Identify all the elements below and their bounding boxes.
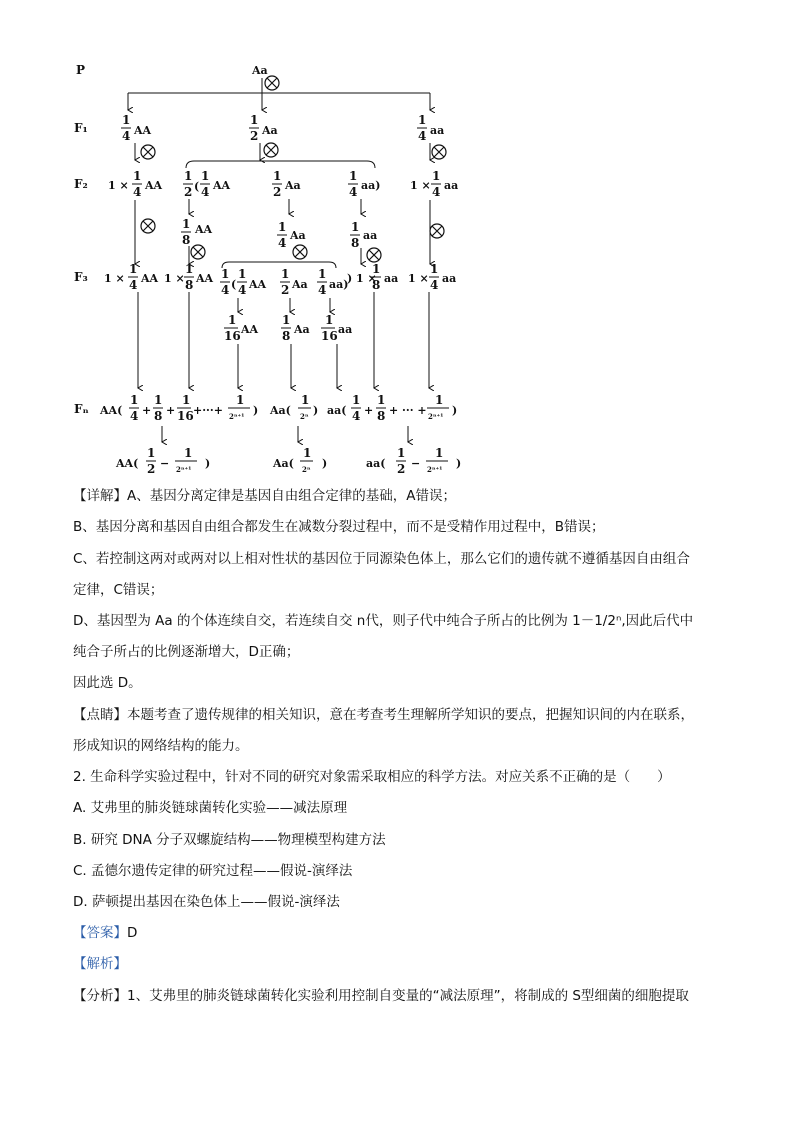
- svg-text:1: 1: [432, 169, 441, 183]
- f3-third-frac: [371, 262, 398, 292]
- svg-text:aa: aa: [430, 124, 445, 137]
- f3-right-frac: [429, 262, 456, 292]
- svg-text:Aa: Aa: [290, 229, 306, 242]
- f1-left-frac: [121, 113, 152, 143]
- svg-text:2ⁿ: 2ⁿ: [300, 412, 309, 421]
- svg-text:): ): [253, 404, 259, 417]
- fn-r-series: [351, 393, 457, 423]
- svg-text:Aa: Aa: [292, 278, 308, 291]
- svg-text:8: 8: [185, 278, 194, 292]
- svg-text:4: 4: [130, 409, 139, 423]
- svg-text:4: 4: [432, 185, 441, 199]
- svg-text:1: 1: [372, 262, 381, 276]
- svg-text:1: 1: [430, 262, 439, 276]
- svg-text:AA: AA: [213, 179, 231, 192]
- selfing-icon: [432, 145, 446, 159]
- svg-text:2ⁿ⁺¹: 2ⁿ⁺¹: [229, 412, 245, 421]
- gen-label-f3: F₃: [74, 270, 88, 284]
- svg-text:16: 16: [224, 329, 241, 343]
- svg-text:+···+: +···+: [193, 404, 223, 417]
- res-aa-formula: [146, 446, 210, 476]
- svg-text:aa: aa: [444, 179, 459, 192]
- option-b: B. 研究 DNA 分子双螺旋结构——物理模型构建方法: [73, 832, 386, 848]
- svg-text:Aa: Aa: [262, 124, 278, 137]
- svg-text:1: 1: [325, 313, 334, 327]
- svg-text:(: (: [194, 180, 200, 193]
- answer-line: [73, 921, 137, 941]
- svg-text:4: 4: [122, 129, 131, 143]
- svg-text:aa: aa: [363, 229, 378, 242]
- svg-text:aa): aa): [329, 278, 349, 291]
- svg-text:−: −: [160, 457, 170, 470]
- svg-text:AA: AA: [196, 272, 214, 285]
- svg-text:1: 1: [133, 169, 142, 183]
- svg-text:AA: AA: [134, 124, 152, 137]
- f3-t4: 1 ×: [408, 272, 429, 285]
- fn-aa-prefix: AA(: [100, 404, 123, 417]
- svg-text:4: 4: [238, 283, 247, 297]
- comment-para-b: 形成知识的网络结构的能力。: [73, 738, 249, 754]
- svg-text:1: 1: [129, 262, 138, 276]
- fn-aa-series: [129, 393, 258, 423]
- svg-text:4: 4: [129, 278, 138, 292]
- svg-text:4: 4: [349, 185, 358, 199]
- explain-para-1: 【详解】A、基因分离定律是基因自由组合定律的基础，A错误；: [73, 488, 456, 504]
- svg-text:1: 1: [351, 220, 360, 234]
- parent-genotype: Aa: [252, 64, 268, 77]
- selfing-icon: [367, 248, 381, 262]
- svg-text:1: 1: [250, 113, 259, 127]
- f3-left-frac: [128, 262, 159, 292]
- svg-text:aa: aa: [338, 323, 353, 336]
- selfing-icon: [293, 245, 307, 259]
- svg-text:4: 4: [278, 236, 287, 250]
- svg-text:1: 1: [301, 393, 310, 407]
- svg-text:2: 2: [281, 283, 290, 297]
- svg-text:8: 8: [282, 329, 291, 343]
- svg-text:−: −: [411, 457, 421, 470]
- svg-text:1: 1: [184, 169, 193, 183]
- svg-text:8: 8: [351, 236, 360, 250]
- svg-text:): ): [313, 404, 319, 417]
- gen-label-f1: F₁: [74, 121, 88, 135]
- answer-value: D: [127, 925, 138, 941]
- f2-aa-frac: [348, 169, 380, 199]
- selfing-icon: [265, 76, 279, 90]
- res-r-formula: [396, 446, 461, 476]
- svg-text:+: +: [166, 404, 176, 417]
- svg-text:+: +: [142, 404, 152, 417]
- answer-tag: 【答案】: [73, 925, 127, 941]
- explain-para-4b: 纯合子所占的比例逐渐增大，D正确；: [73, 644, 300, 660]
- explain-para-4a: D、基因型为 Aa 的个体连续自交，若连续自交 n代，则子代中纯合子所占的比例为 1－1/2ⁿ,因此后代中: [73, 613, 694, 629]
- svg-text:+: +: [364, 404, 374, 417]
- svg-text:1: 1: [397, 446, 406, 460]
- analysis-tag: 【解析】: [73, 956, 127, 972]
- gen-label-f2: F₂: [74, 177, 88, 191]
- svg-text:AA: AA: [145, 179, 163, 192]
- svg-text:4: 4: [430, 278, 439, 292]
- svg-text:8: 8: [182, 233, 191, 247]
- svg-text:2: 2: [397, 462, 406, 476]
- f3sub-b-frac: [281, 313, 310, 343]
- svg-text:8: 8: [377, 409, 386, 423]
- svg-text:4: 4: [418, 129, 427, 143]
- res-aa-prefix: AA(: [116, 457, 139, 470]
- svg-text:AA: AA: [249, 278, 267, 291]
- svg-text:1: 1: [154, 393, 163, 407]
- f2-ab-frac: [181, 217, 213, 247]
- selfing-icon: [430, 224, 444, 238]
- svg-text:1: 1: [228, 313, 237, 327]
- svg-text:2ⁿ⁺¹: 2ⁿ⁺¹: [427, 465, 443, 474]
- svg-text:2ⁿ⁺¹: 2ⁿ⁺¹: [428, 412, 444, 421]
- f2-half-bracket: [183, 169, 231, 199]
- comment-para-a: 【点睛】本题考查了遗传规律的相关知识，意在考查考生理解所学知识的要点，把握知识间的内在联系，: [73, 707, 694, 723]
- svg-text:2: 2: [184, 185, 193, 199]
- svg-text:1: 1: [236, 393, 245, 407]
- svg-text:1: 1: [435, 393, 444, 407]
- svg-text:1: 1: [273, 169, 282, 183]
- svg-text:16: 16: [177, 409, 194, 423]
- selfing-icon: [141, 219, 155, 233]
- svg-text:1: 1: [318, 267, 327, 281]
- svg-text:8: 8: [154, 409, 163, 423]
- fn-mid-prefix: Aa(: [270, 404, 291, 417]
- svg-text:1: 1: [418, 113, 427, 127]
- analysis-para: 【分析】1、艾弗里的肺炎链球菌转化实验利用控制自变量的“减法原理”，将制成的 S型细菌的细胞提取: [73, 988, 689, 1004]
- svg-text:1: 1: [130, 393, 139, 407]
- svg-text:aa): aa): [361, 179, 381, 192]
- svg-text:): ): [322, 457, 328, 470]
- svg-text:1: 1: [377, 393, 386, 407]
- f3-quarter-bracket: [220, 267, 348, 297]
- svg-text:1: 1: [201, 169, 210, 183]
- svg-text:4: 4: [201, 185, 210, 199]
- explain-para-2: B、基因分离和基因自由组合都发生在减数分裂过程中，而不是受精作用过程中，B错误；: [73, 519, 605, 535]
- svg-text:1: 1: [182, 393, 191, 407]
- genetics-selfing-diagram: [0, 0, 794, 480]
- svg-text:4: 4: [221, 283, 230, 297]
- svg-text:2ⁿ⁺¹: 2ⁿ⁺¹: [176, 465, 192, 474]
- svg-text:AA: AA: [141, 272, 159, 285]
- fn-r-prefix: aa(: [327, 404, 347, 417]
- selfing-icon: [191, 245, 205, 259]
- svg-text:): ): [205, 457, 211, 470]
- svg-text:1: 1: [182, 217, 191, 231]
- f2-left-mult: 1 ×: [108, 179, 129, 192]
- explain-para-3a: C、若控制这两对或两对以上相对性状的基因位于同源染色体上，那么它们的遗传就不遵循基因自由组合: [73, 551, 690, 567]
- option-d: D. 萨顿提出基因在染色体上——假说-演绎法: [73, 894, 340, 910]
- svg-text:+ ··· +: + ··· +: [389, 404, 427, 417]
- svg-text:16: 16: [321, 329, 338, 343]
- f2-left-frac: [132, 169, 163, 199]
- svg-text:1: 1: [282, 313, 291, 327]
- fn-mid-frac: [298, 393, 318, 421]
- svg-text:2: 2: [250, 129, 259, 143]
- res-mid-prefix: Aa(: [273, 457, 294, 470]
- svg-text:AA: AA: [241, 323, 259, 336]
- res-r-prefix: aa(: [366, 457, 386, 470]
- f1-right-frac: [417, 113, 444, 143]
- svg-text:2ⁿ: 2ⁿ: [302, 465, 311, 474]
- svg-text:1: 1: [349, 169, 358, 183]
- explain-conclusion: 因此选 D。: [73, 675, 142, 691]
- svg-text:1: 1: [221, 267, 230, 281]
- svg-text:aa: aa: [442, 272, 457, 285]
- svg-text:aa: aa: [384, 272, 399, 285]
- f2-cb-frac: [350, 220, 377, 250]
- res-mid-frac: [300, 446, 327, 474]
- option-a: A. 艾弗里的肺炎链球菌转化实验——减法原理: [73, 800, 348, 816]
- svg-text:2: 2: [273, 185, 282, 199]
- svg-text:2: 2: [147, 462, 156, 476]
- svg-text:4: 4: [352, 409, 361, 423]
- svg-text:1: 1: [281, 267, 290, 281]
- svg-text:Aa: Aa: [285, 179, 301, 192]
- svg-text:Aa: Aa: [294, 323, 310, 336]
- f1-mid-frac: [249, 113, 278, 143]
- option-c: C. 孟德尔遗传定律的研究过程——假说-演绎法: [73, 863, 353, 879]
- explain-para-3b: 定律，C错误；: [73, 582, 164, 598]
- svg-text:4: 4: [133, 185, 142, 199]
- svg-text:8: 8: [372, 278, 381, 292]
- svg-text:1: 1: [278, 220, 287, 234]
- svg-text:(: (: [231, 278, 237, 291]
- svg-text:1: 1: [147, 446, 156, 460]
- selfing-icon: [141, 145, 155, 159]
- svg-text:1: 1: [303, 446, 312, 460]
- f3sub-c-frac: [321, 313, 352, 343]
- selfing-icon: [264, 143, 278, 157]
- f2-mid-frac: [272, 169, 301, 199]
- svg-text:1: 1: [352, 393, 361, 407]
- f2-right-mult: 1 ×: [410, 179, 431, 192]
- svg-text:AA: AA: [195, 223, 213, 236]
- f3-t2: 1 ×: [164, 272, 185, 285]
- svg-text:4: 4: [318, 283, 327, 297]
- question-2-stem: 2. 生命科学实验过程中，针对不同的研究对象需采取相应的科学方法。对应关系不正确的是（ ）: [73, 769, 671, 785]
- svg-text:1: 1: [435, 446, 444, 460]
- f3-t1: 1 ×: [104, 272, 125, 285]
- svg-text:1: 1: [122, 113, 131, 127]
- gen-label-fn: Fₙ: [74, 402, 89, 416]
- svg-text:1: 1: [238, 267, 247, 281]
- f2-right-frac: [431, 169, 458, 199]
- f3-t3: ) 1 ×: [347, 272, 377, 285]
- f3sub-a-frac: [224, 313, 259, 343]
- f3-second-frac: [184, 262, 214, 292]
- svg-text:1: 1: [184, 446, 193, 460]
- gen-label-p: P: [76, 63, 86, 77]
- svg-text:): ): [456, 457, 462, 470]
- svg-text:): ): [452, 404, 458, 417]
- svg-text:1: 1: [185, 262, 194, 276]
